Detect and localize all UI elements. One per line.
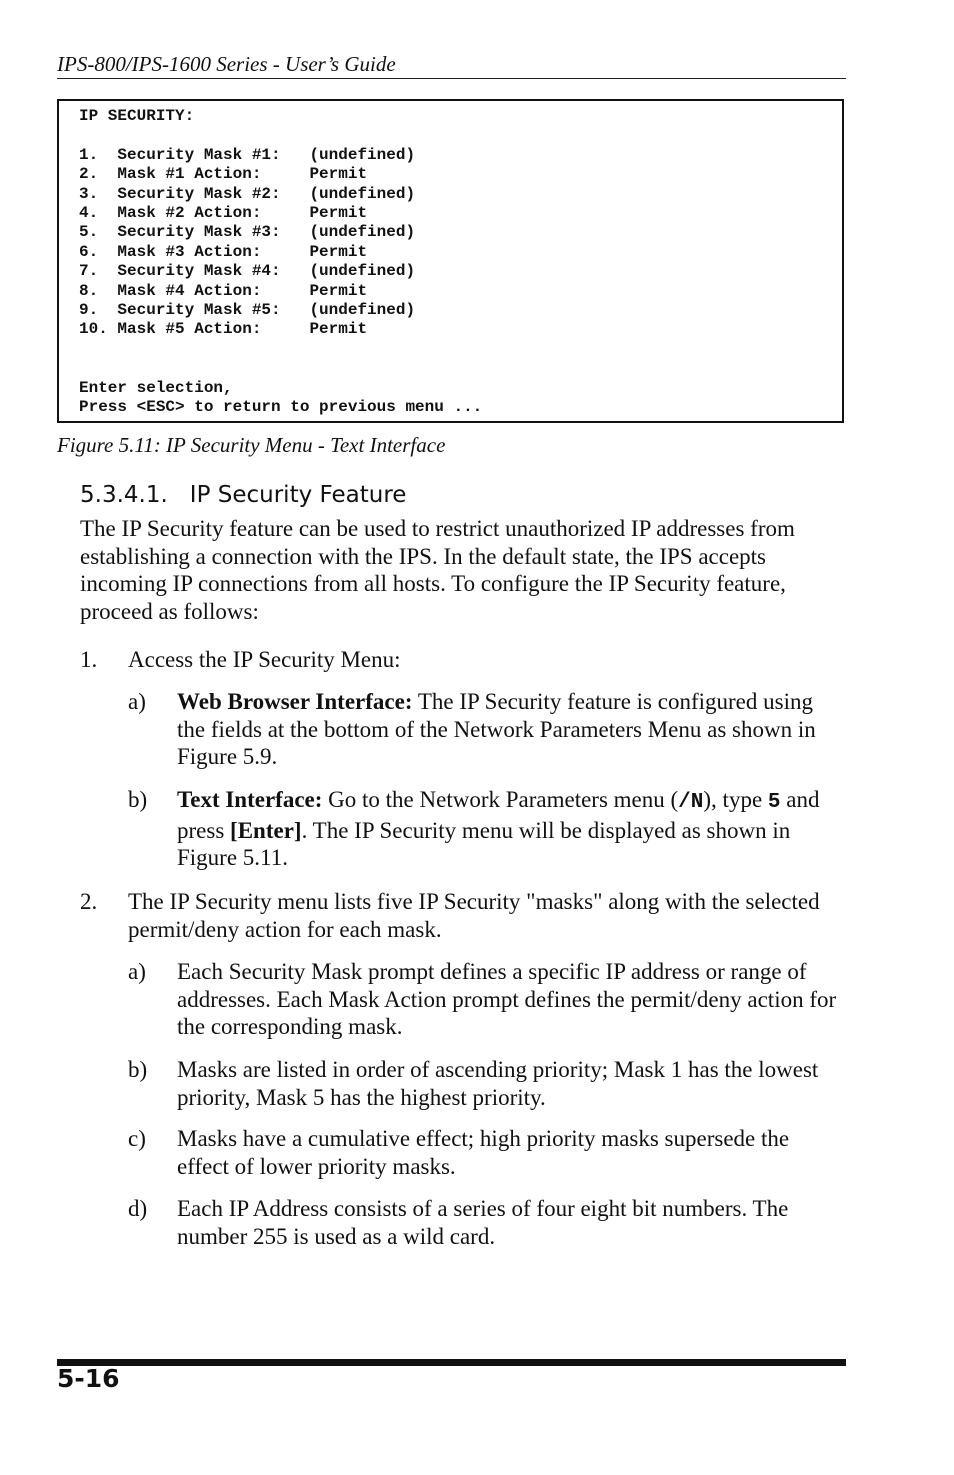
- step-1a-text: The IP Security feature is configured using the fields at the bottom of the Network Parameters Menu as shown in Figure 5.9.: [177, 689, 816, 770]
- terminal-line: 9. Security Mask #5: (undefined): [79, 301, 416, 320]
- step-1b-text-2: ), type: [703, 787, 768, 812]
- step-2a-marker: a): [128, 959, 146, 984]
- terminal-line: 10. Mask #5 Action: Permit: [79, 320, 368, 339]
- terminal-line: 4. Mask #2 Action: Permit: [79, 204, 368, 223]
- terminal-line: [79, 126, 842, 145]
- terminal-line: 3. Security Mask #2: (undefined): [79, 184, 416, 203]
- step-2c-text: Masks have a cumulative effect; high priority masks supersede the effect of lower priority masks.: [177, 1126, 790, 1179]
- terminal-screen: [57, 99, 844, 423]
- step-2b-text: Masks are listed in order of ascending priority; Mask 1 has the lowest priority, Mask 5 has the highest priority.: [177, 1057, 819, 1110]
- terminal-line: IP SECURITY:: [79, 107, 195, 125]
- menu-key: 5: [767, 791, 781, 814]
- step-1a-marker: a): [128, 689, 146, 714]
- footer-rule: [57, 1359, 846, 1366]
- terminal-line: 5. Security Mask #3: (undefined): [79, 223, 416, 242]
- step-2b-marker: b): [128, 1057, 148, 1082]
- step-2d-text: Each IP Address consists of a series of four eight bit numbers. The number 255 is used as a wild card.: [177, 1196, 789, 1249]
- enter-key: [Enter]: [230, 817, 302, 843]
- section-title: IP Security Feature: [189, 482, 407, 508]
- terminal-line: 6. Mask #3 Action: Permit: [79, 242, 368, 261]
- step-1a-body: [177, 688, 845, 771]
- terminal-line: Enter selection,: [79, 378, 233, 397]
- section-heading: [80, 479, 406, 511]
- terminal-line: [79, 340, 842, 359]
- step-2-text: The IP Security menu lists five IP Security "masks" along with the selected permit/deny action for each mask.: [128, 889, 820, 942]
- section-number: 5.3.4.1.: [80, 482, 168, 508]
- terminal-line: [79, 359, 842, 378]
- running-header: IPS-800/IPS-1600 Series - User’s Guide: [57, 50, 846, 79]
- step-1b-text-4: . The IP Security menu will be displayed as shown in Figure 5.11.: [177, 817, 791, 871]
- terminal-line: Press <ESC> to return to previous menu ...: [79, 398, 483, 417]
- step-2-marker: 2.: [80, 889, 98, 914]
- step-2d-marker: d): [128, 1196, 148, 1221]
- step-1b-body: [177, 786, 845, 872]
- step-2c-marker: c): [128, 1126, 146, 1151]
- figure-caption: Figure 5.11: IP Security Menu - Text Interface: [57, 433, 446, 457]
- terminal-line: 2. Mask #1 Action: Permit: [79, 165, 368, 184]
- network-menu-command: /N: [678, 791, 704, 814]
- terminal-line: 8. Mask #4 Action: Permit: [79, 281, 368, 300]
- step-2a-text: Each Security Mask prompt defines a specific IP address or range of addresses. Each Mask Action prompt defines the permit/deny action for the corresponding mask.: [177, 959, 837, 1040]
- terminal-line: 1. Security Mask #1: (undefined): [79, 145, 416, 164]
- step-1b-label: Text Interface:: [177, 787, 323, 812]
- step-1b-text-1: Go to the Network Parameters menu (: [322, 787, 679, 812]
- step-1b-marker: b): [128, 787, 148, 812]
- step-1b-text-3: and press: [177, 787, 820, 843]
- page-number: 5-16: [57, 1364, 120, 1393]
- terminal-text: [79, 107, 842, 418]
- step-1-marker: 1.: [80, 647, 98, 672]
- step-1a-label: Web Browser Interface:: [177, 689, 413, 714]
- intro-paragraph: The IP Security feature can be used to restrict unauthorized IP addresses from establishing a connection with the IPS. In the default state, the IPS accepts incoming IP connections from all hosts. To configure the IP Security feature, proceed as follows:: [80, 516, 795, 625]
- terminal-line: 7. Security Mask #4: (undefined): [79, 262, 416, 281]
- step-1-text: Access the IP Security Menu:: [128, 647, 401, 672]
